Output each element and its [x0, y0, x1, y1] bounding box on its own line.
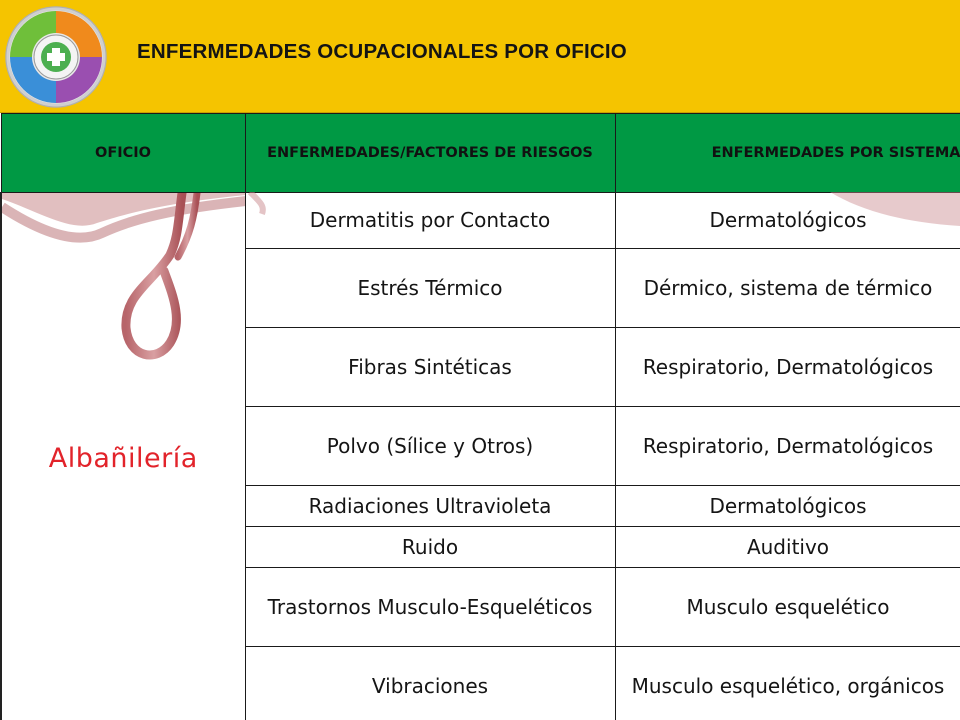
sistema-cell: Respiratorio, Dermatológicos — [615, 407, 960, 486]
title-banner — [0, 0, 960, 113]
column-header-factores: ENFERMEDADES/FACTORES DE RIESGOS — [245, 114, 615, 193]
page-title: ENFERMEDADES OCUPACIONALES POR OFICIO — [137, 40, 627, 63]
sistema-cell: Musculo esquelético, orgánicos — [615, 647, 960, 720]
health-cycle-logo — [4, 2, 108, 112]
sistema-cell: Musculo esquelético — [615, 568, 960, 647]
factor-cell: Trastornos Musculo-Esqueléticos — [245, 568, 615, 647]
factor-cell: Radiaciones Ultravioleta — [245, 486, 615, 527]
oficio-label: Albañilería — [48, 442, 198, 474]
sistema-cell: Auditivo — [615, 527, 960, 568]
factor-cell: Dermatitis por Contacto — [245, 193, 615, 249]
sistema-cell: Respiratorio, Dermatológicos — [615, 328, 960, 407]
column-header-oficio: OFICIO — [1, 114, 245, 193]
factor-cell: Estrés Térmico — [245, 249, 615, 328]
table-header-row — [1, 114, 960, 193]
factor-cell: Fibras Sintéticas — [245, 328, 615, 407]
oficio-cell — [1, 193, 245, 720]
sistema-cell: Dermatológicos — [615, 486, 960, 527]
sistema-cell: Dérmico, sistema de térmico — [615, 249, 960, 328]
occupational-diseases-table — [0, 113, 960, 720]
stethoscope-illustration — [2, 193, 245, 453]
column-header-sistema: ENFERMEDADES POR SISTEMA — [615, 114, 960, 193]
factor-cell: Polvo (Sílice y Otros) — [245, 407, 615, 486]
table-row — [1, 193, 960, 249]
factor-cell: Ruido — [245, 527, 615, 568]
factor-cell: Vibraciones — [245, 647, 615, 720]
sistema-cell: Dermatológicos — [615, 193, 960, 249]
